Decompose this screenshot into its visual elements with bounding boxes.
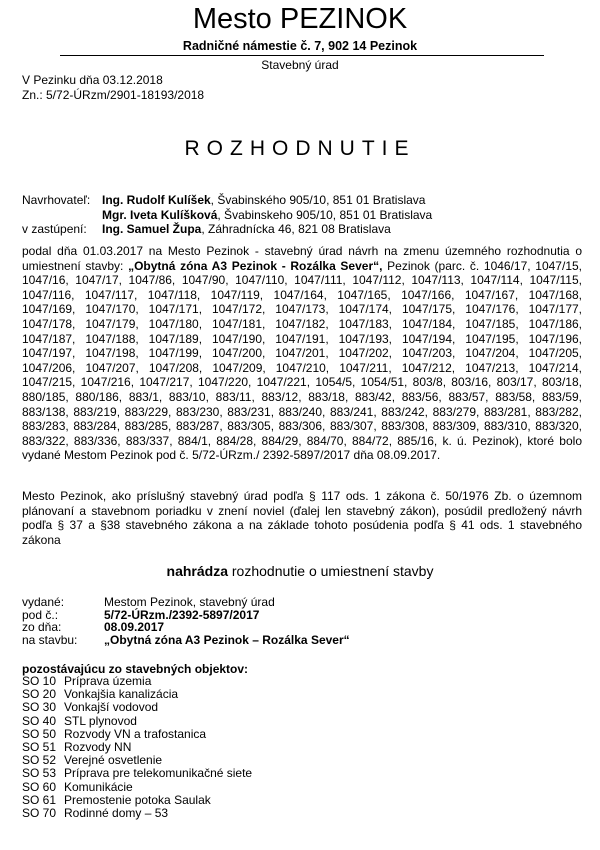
object-code: SO 70 xyxy=(22,806,57,821)
header-divider xyxy=(60,55,544,56)
applicant-row-2 xyxy=(22,208,582,223)
application-text-a: podal dňa 01.03.2017 na Mesto Pezinok - stavebný úrad návrh na zmenu územného rozhodnutia o umiestnení stavby: xyxy=(22,244,582,273)
detail-row xyxy=(22,634,562,647)
list-item xyxy=(22,781,422,794)
object-code: SO 10 xyxy=(22,674,57,688)
parties-block xyxy=(22,193,582,237)
object-code: SO 51 xyxy=(22,740,57,755)
representative-name: Ing. Samuel Župa xyxy=(102,222,202,237)
object-name: Vonkajšia kanalizácia xyxy=(64,687,179,702)
authority-paragraph: Mesto Pezinok, ako príslušný stavebný úrad podľa § 117 ods. 1 zákona č. 50/1976 Zb. o územnom plánovaní a stavebnom poriadku v znení noviel (ďalej len stavebný zákon), posúdil predložený návrh podľa § 37 a §38 stavebného zákona a na základe tohoto posúdenia podľa § 41 ods. 1 stavebného zákona xyxy=(22,489,582,547)
object-name: Príprava pre telekomunikačné siete xyxy=(64,766,253,781)
object-code: SO 60 xyxy=(22,779,57,794)
decision-verb: nahrádza xyxy=(166,563,228,579)
detail-label: pod č.: xyxy=(22,607,59,622)
detail-value: 5/72-ÚRzm./2392-5897/2017 xyxy=(104,607,260,622)
application-paragraph xyxy=(22,244,582,463)
object-name: Komunikácie xyxy=(64,779,133,794)
applicant1-name: Ing. Rudolf Kulíšek xyxy=(102,193,211,207)
object-name: Príprava územia xyxy=(64,674,152,688)
list-item xyxy=(22,701,422,714)
detail-row xyxy=(22,596,562,609)
object-name: Rodinné domy – 53 xyxy=(64,806,169,821)
detail-value: Mestom Pezinok, stavebný úrad xyxy=(104,595,275,609)
object-name: Rozvody NN xyxy=(64,740,132,755)
applicant1-address: , Švabinského 905/10, 851 01 Bratislava xyxy=(210,193,426,207)
object-code: SO 20 xyxy=(22,687,57,702)
object-code: SO 61 xyxy=(22,792,57,807)
object-code: SO 30 xyxy=(22,700,57,715)
document-heading: ROZHODNUTIE xyxy=(184,137,416,160)
representative-label: v zastúpení: xyxy=(22,222,87,237)
object-name: Verejné osvetlenie xyxy=(64,753,163,768)
object-name: STL plynovod xyxy=(64,713,137,728)
applicant2-name: Mgr. Iveta Kulíšková xyxy=(102,207,218,222)
place-date: V Pezinku dňa 03.12.2018 xyxy=(22,73,163,87)
detail-row xyxy=(22,609,562,622)
office-name: Stavebný úrad xyxy=(261,58,339,72)
municipality-address: Radničné námestie č. 7, 902 14 Pezinok xyxy=(182,39,418,53)
building-name: „Obytná zóna A3 Pezinok - Rozálka Sever“, xyxy=(128,258,383,273)
applicant-label: Navrhovateľ: xyxy=(22,193,91,207)
application-text-b: Pezinok (parc. č. 1046/17, 1047/15, 1047/16, 1047/17, 1047/86, 1047/90, 1047/110, 1047/111, 1047/112, 1047/113, 1047/114, 1047/115, 1047/116, 1047/117, 1047/118, 1047/119, 1047/164, 1047/165, 1047/166, 1047/167, 1047/168, 1047/169, 1047/170, 1047/171, 1047/172, 1047/173, 1047/174, 1047/175, 1047/176, 1047/177, 1047/178, 1047/179, 1047/180, 1047/181, 1047/182, 1047/183, 1047/184, 1047/185, 1047/186, 1047/187, 1047/188, 1047/189, 1047/190, 1047/191, 1047/193, 1047/194, 1047/195, 1047/196, 1047/197, 1047/198, 1047/199, 1047/200, 1047/201, 1047/202, 1047/203, 1047/204, 1047/205, 1047/206, 1047/207, 1047/208, 1047/209, 1047/210, 1047/211, 1047/212, 1047/213, 1047/214, 1047/215, 1047/216, 1047/217, 1047/220, 1047/221, 1054/5, 1054/51, 803/8, 803/16, 803/17, 803/18, 880/185, 880/186, 883/1, 883/10, 883/11, 883/12, 883/18, 883/42, 883/56, 883/57, 883/58, 883/59, 883/138, 883/219, 883/229, 883/230, 883/231, 883/240, 883/241, 883/242, 883/279, 883/281, 883/282, 883/283, 883/284, 883/285, 883/287, 883/305, 883/306, 883/307, 883/308, 883/309, 883/310, 883/320, 883/322, 883/336, 883/337, 884/1, 884/28, 884/29, 884/70, 884/72, 885/16, k. ú. Pezinok), ktoré bolo vydané Mestom Pezinok pod č. 5/72-ÚRzm./ 2392-5897/2017 dňa 08.09.2017. xyxy=(22,258,582,463)
object-name: Rozvody VN a trafostanica xyxy=(64,726,207,741)
object-code: SO 40 xyxy=(22,713,57,728)
detail-value: 08.09.2017 xyxy=(104,620,165,635)
applicant-row-1 xyxy=(22,193,582,208)
object-code: SO 53 xyxy=(22,766,57,781)
detail-label: na stavbu: xyxy=(22,633,78,648)
municipality-title: Mesto PEZINOK xyxy=(192,3,408,35)
applicant2-address: , Švabinskeho 905/10, 851 01 Bratislava xyxy=(217,207,433,222)
object-name: Vonkajší vodovod xyxy=(64,700,159,715)
list-item xyxy=(22,715,422,728)
list-item xyxy=(22,807,422,820)
representative-address: , Záhradnícka 46, 821 08 Bratislava xyxy=(201,222,391,237)
file-number: Zn.: 5/72-ÚRzm/2901-18193/2018 xyxy=(22,88,205,102)
detail-value: „Obytná zóna A3 Pezinok – Rozálka Sever“ xyxy=(104,633,350,648)
document-meta xyxy=(22,73,204,103)
detail-label: vydané: xyxy=(22,595,65,609)
representative-row xyxy=(22,222,582,237)
object-name: Premostenie potoka Saulak xyxy=(64,792,211,807)
objects-title: pozostávajúcu zo stavebných objektov: xyxy=(22,662,249,676)
decision-rest: rozhodnutie o umiestnení stavby xyxy=(228,563,434,579)
object-code: SO 50 xyxy=(22,726,57,741)
list-item xyxy=(22,767,422,780)
objects-list xyxy=(22,675,422,820)
detail-label: zo dňa: xyxy=(22,620,62,635)
decision-statement xyxy=(0,563,600,580)
object-code: SO 52 xyxy=(22,753,57,768)
original-decision-details xyxy=(22,596,562,647)
